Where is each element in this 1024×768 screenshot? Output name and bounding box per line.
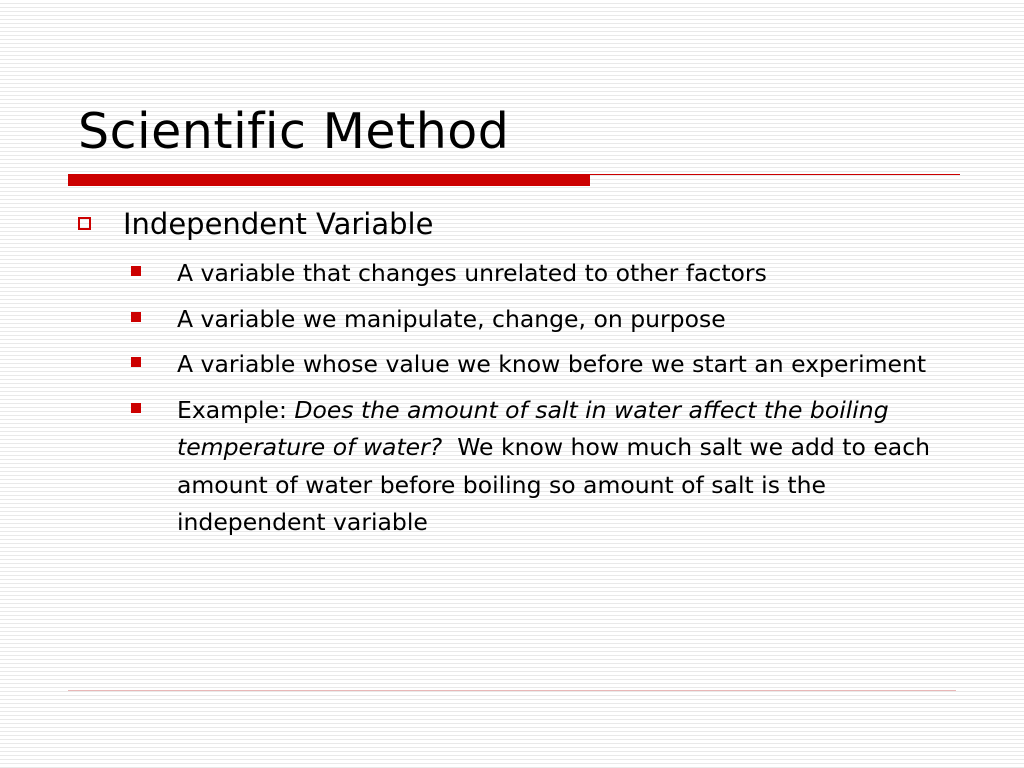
sub-bullet-text: A variable whose value we know before we start an experiment	[177, 350, 927, 378]
filled-square-bullet-icon	[131, 312, 141, 322]
bullet-independent-variable	[78, 202, 433, 246]
example-question: Does the amount of salt in water affect the boiling temperature of water?	[177, 395, 889, 461]
hollow-square-bullet-icon	[78, 217, 91, 230]
list-item	[131, 346, 941, 384]
title-underline-thick	[68, 174, 590, 186]
list-item	[131, 301, 941, 339]
example-label: Example:	[177, 395, 295, 424]
example-text	[177, 392, 941, 542]
filled-square-bullet-icon	[131, 403, 141, 413]
example-explanation: We know how much salt we add to each amount of water before boiling so amount of salt is the independent variable	[177, 433, 938, 536]
filled-square-bullet-icon	[131, 357, 141, 367]
bullet-label: Independent Variable	[123, 207, 434, 241]
example-item	[131, 392, 941, 542]
filled-square-bullet-icon	[131, 266, 141, 276]
sub-bullet-list	[131, 255, 941, 550]
title-underline-thin	[590, 174, 960, 175]
slide-title: Scientific Method	[78, 103, 510, 160]
footer-divider	[68, 690, 956, 691]
sub-bullet-text: A variable we manipulate, change, on purpose	[177, 304, 726, 333]
sub-bullet-text: A variable that changes unrelated to other factors	[177, 259, 767, 287]
list-item	[131, 255, 941, 293]
